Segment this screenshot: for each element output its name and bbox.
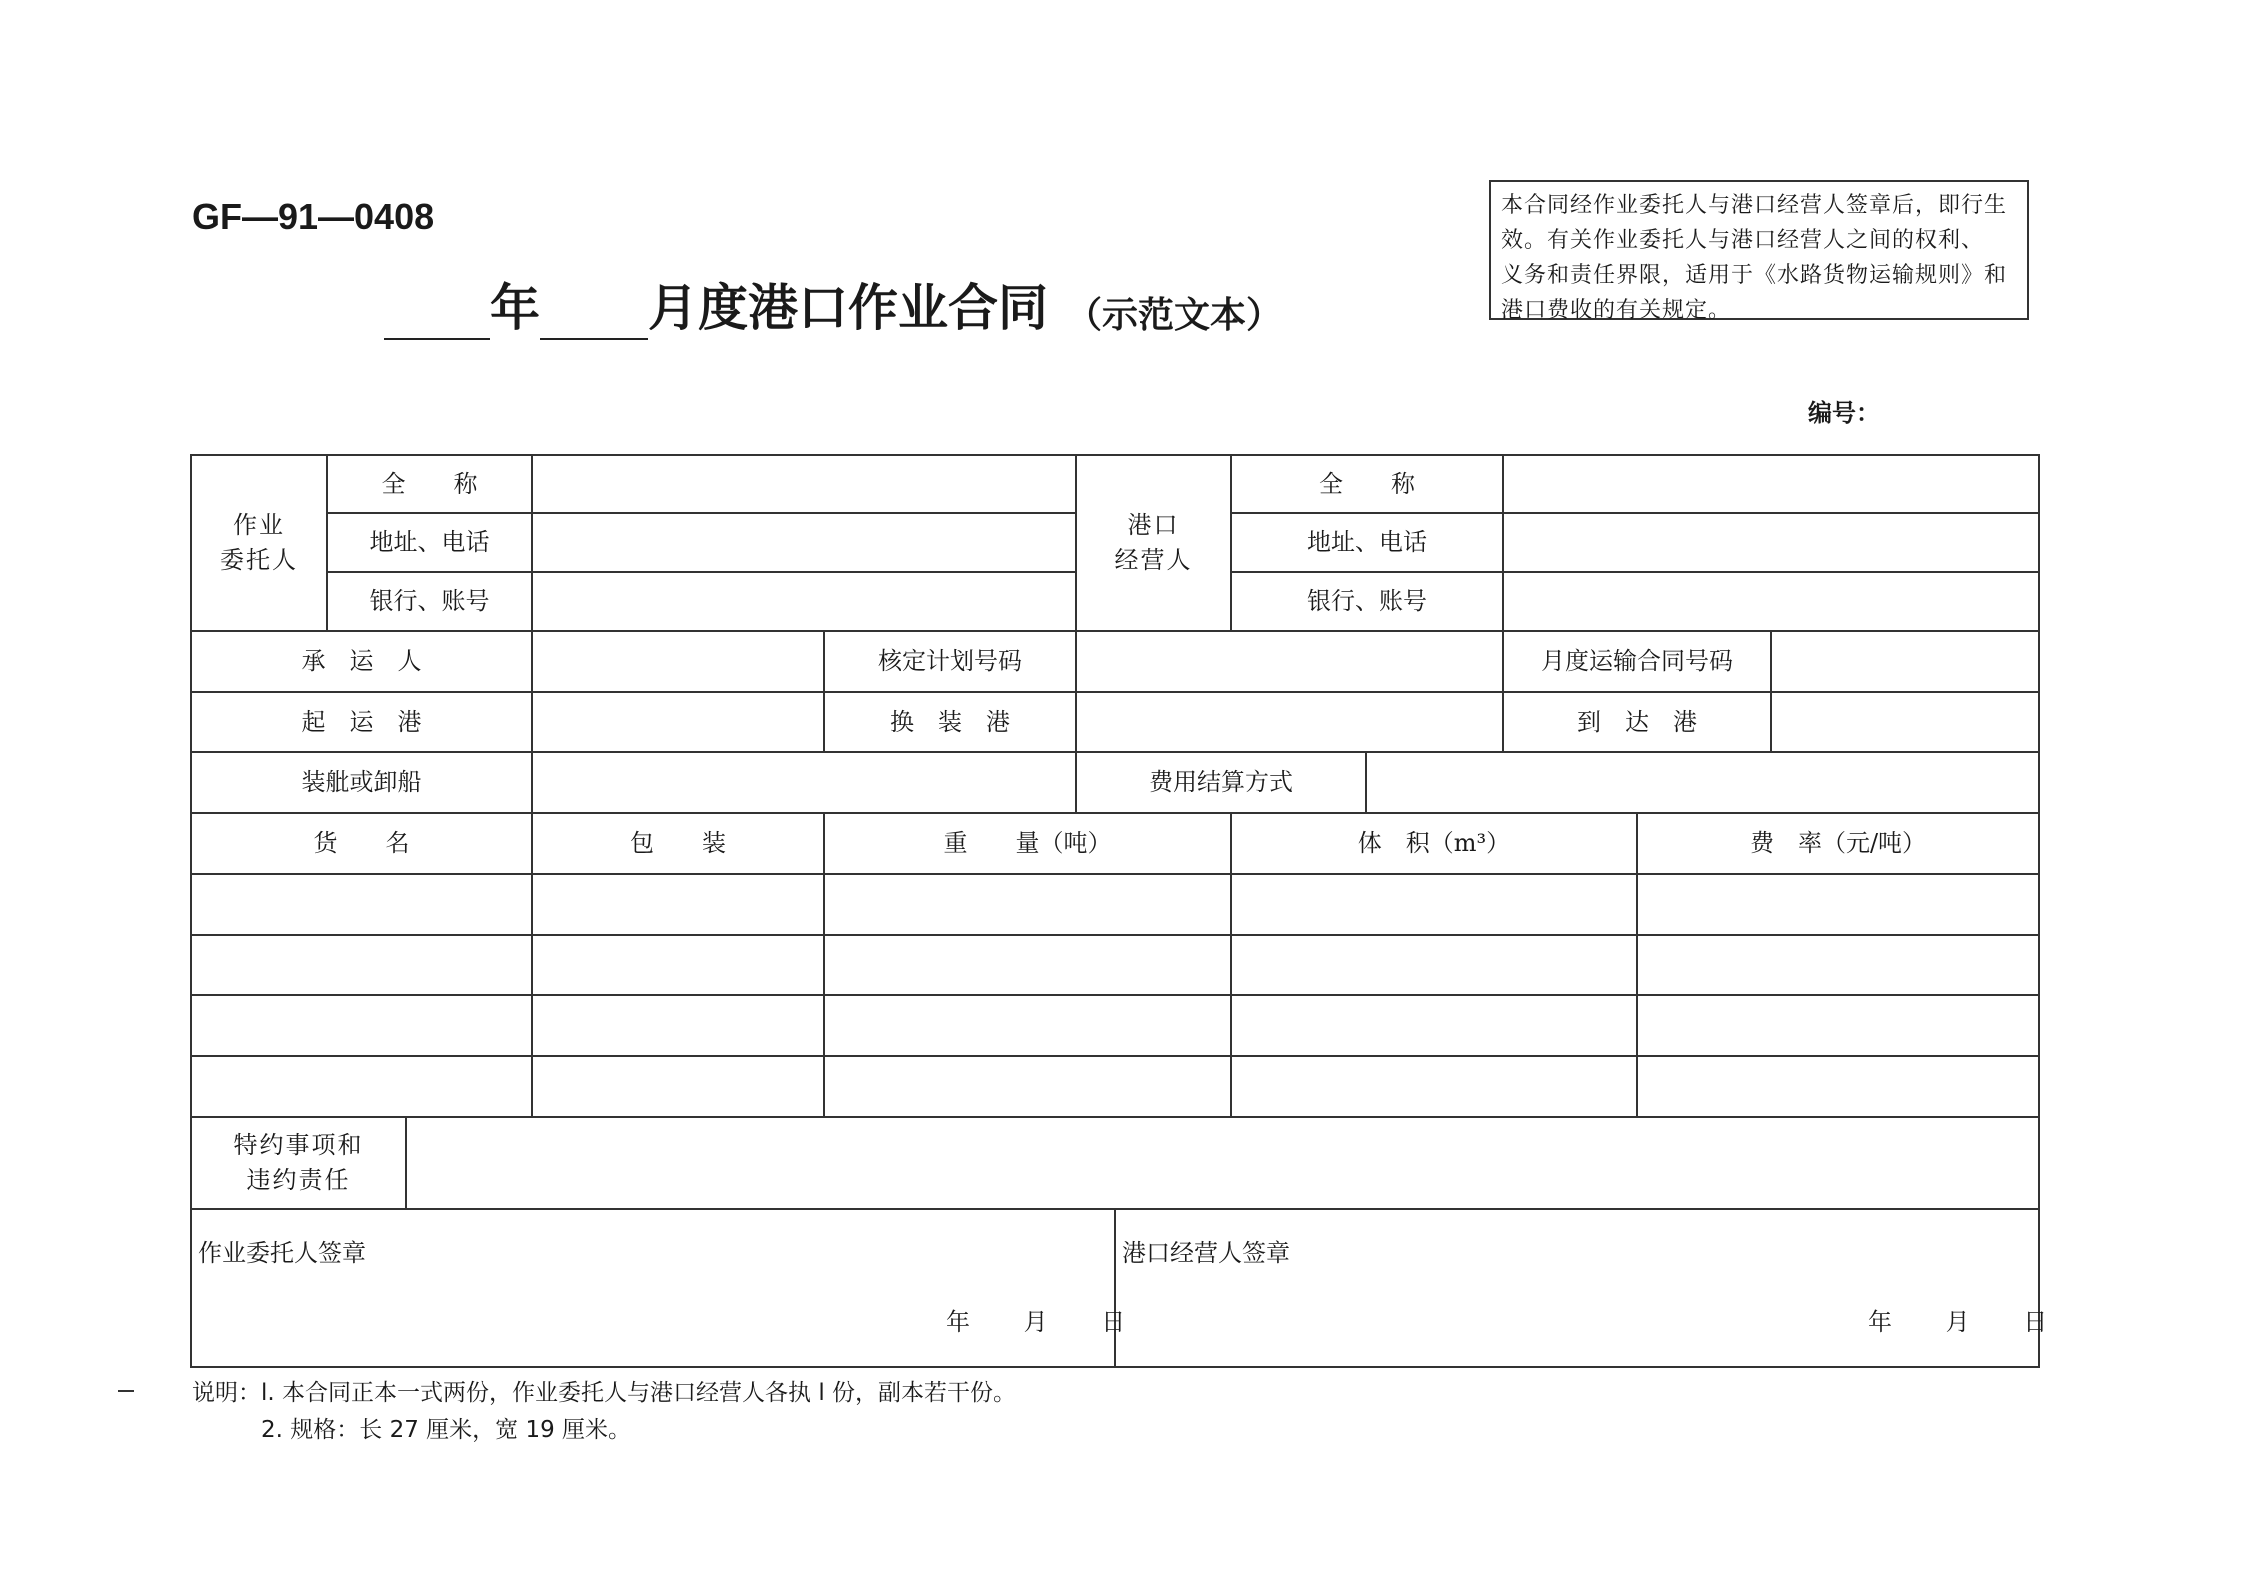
client-bank-field[interactable] — [532, 572, 1076, 631]
cargo-cell-packing[interactable] — [532, 995, 824, 1056]
footnotes — [192, 1375, 1016, 1449]
cargo-cell-volume[interactable] — [1231, 874, 1637, 935]
settlement-label: 费用结算方式 — [1149, 768, 1293, 796]
plan-number-field[interactable] — [1076, 631, 1503, 692]
carrier-label: 承 运 人 — [301, 647, 422, 675]
contract-number-label: 月度运输合同号码 — [1541, 647, 1733, 675]
carrier-field[interactable] — [532, 631, 824, 692]
destination-port-field[interactable] — [1771, 692, 2039, 752]
cargo-cell-volume[interactable] — [1231, 935, 1637, 995]
cargo-cell-rate[interactable] — [1637, 1056, 2039, 1117]
note-line: 效。有关作业委托人与港口经营人之间的权利、 — [1501, 228, 1985, 253]
title-subtitle: （示范文本） — [1066, 295, 1283, 336]
client-name-label: 全 称 — [381, 469, 478, 498]
serial-number-label: 编号： — [1808, 399, 1880, 427]
operator-name-label: 全 称 — [1319, 469, 1415, 498]
operator-label: 港口 经营人 — [1114, 511, 1193, 574]
title-year-label: 年 — [490, 279, 540, 337]
client-label: 作业 委托人 — [220, 511, 298, 574]
contract-number-field[interactable] — [1771, 631, 2039, 692]
transfer-port-field[interactable] — [1076, 692, 1503, 752]
operator-bank-field[interactable] — [1503, 572, 2039, 631]
origin-port-field[interactable] — [532, 692, 824, 752]
note-line: 港口费收的有关规定。 — [1501, 298, 1732, 323]
client-sign-date — [946, 1302, 1125, 1337]
date-day-label: 日 — [2023, 1308, 2048, 1336]
special-terms-field[interactable] — [406, 1117, 2039, 1209]
settlement-field[interactable] — [1366, 752, 2039, 813]
cargo-cell-rate[interactable] — [1637, 874, 2039, 935]
cargo-cell-weight[interactable] — [824, 1056, 1231, 1117]
cargo-cell-packing[interactable] — [532, 935, 824, 995]
origin-port-label: 起 运 港 — [301, 707, 422, 736]
cargo-cell-rate[interactable] — [1637, 995, 2039, 1056]
operator-sign-date — [1868, 1302, 2047, 1337]
client-bank-label: 银行、账号 — [369, 587, 490, 615]
footnote-line-1: 说明：l. 本合同正本一式两份，作业委托人与港口经营人各执 l 份，副本若干份。 — [192, 1380, 1017, 1406]
operator-name-field[interactable] — [1503, 455, 2039, 513]
cargo-cell-weight[interactable] — [824, 935, 1231, 995]
date-year-label: 年 — [1868, 1308, 1892, 1336]
cargo-cell-name[interactable] — [191, 995, 532, 1056]
date-month-label: 月 — [1023, 1308, 1048, 1336]
client-address-field[interactable] — [532, 513, 1076, 572]
date-day-label: 日 — [1101, 1308, 1126, 1336]
load-unload-field[interactable] — [532, 752, 1076, 813]
destination-port-label: 到 达 港 — [1577, 707, 1697, 736]
plan-number-label: 核定计划号码 — [878, 647, 1022, 675]
footnote-line-2: 2. 规格：长 27 厘米，宽 19 厘米。 — [261, 1417, 632, 1443]
cargo-cell-rate[interactable] — [1637, 935, 2039, 995]
cargo-header-volume: 体 积（m³） — [1357, 829, 1511, 857]
cargo-cell-volume[interactable] — [1231, 995, 1637, 1056]
load-unload-label: 装舭或卸船 — [301, 768, 422, 796]
note-line: 义务和责任界限，适用于《水路货物运输规则》和 — [1501, 263, 2008, 288]
page-mark — [118, 1390, 134, 1392]
client-address-label: 地址、电话 — [369, 528, 490, 556]
cargo-header-weight: 重 量（吨） — [943, 829, 1112, 857]
date-year-label: 年 — [946, 1308, 970, 1336]
cargo-cell-packing[interactable] — [532, 1056, 824, 1117]
cargo-cell-weight[interactable] — [824, 874, 1231, 935]
cargo-cell-name[interactable] — [191, 935, 532, 995]
client-name-field[interactable] — [532, 455, 1076, 513]
cargo-cell-name[interactable] — [191, 1056, 532, 1117]
cargo-header-name: 货 名 — [313, 829, 410, 857]
cargo-cell-name[interactable] — [191, 874, 532, 935]
cargo-header-packing: 包 装 — [630, 829, 726, 857]
transfer-port-label: 换 装 港 — [890, 707, 1010, 736]
cargo-cell-volume[interactable] — [1231, 1056, 1637, 1117]
operator-signature-label: 港口经营人签章 — [1122, 1239, 1290, 1267]
operator-address-field[interactable] — [1503, 513, 2039, 572]
form-code: GF—91—0408 — [192, 196, 435, 237]
date-month-label: 月 — [1945, 1308, 1970, 1336]
special-terms-label: 特约事项和 违约责任 — [233, 1131, 364, 1194]
cargo-cell-weight[interactable] — [824, 995, 1231, 1056]
cargo-cell-packing[interactable] — [532, 874, 824, 935]
operator-bank-label: 银行、账号 — [1307, 587, 1427, 615]
note-line: 本合同经作业委托人与港口经营人签章后，即行生 — [1501, 193, 2008, 218]
title-main: 月度港口作业合同 — [648, 279, 1048, 337]
operator-address-label: 地址、电话 — [1307, 528, 1427, 556]
client-signature-label: 作业委托人签章 — [198, 1239, 366, 1267]
cargo-header-rate: 费 率（元/吨） — [1749, 829, 1927, 857]
